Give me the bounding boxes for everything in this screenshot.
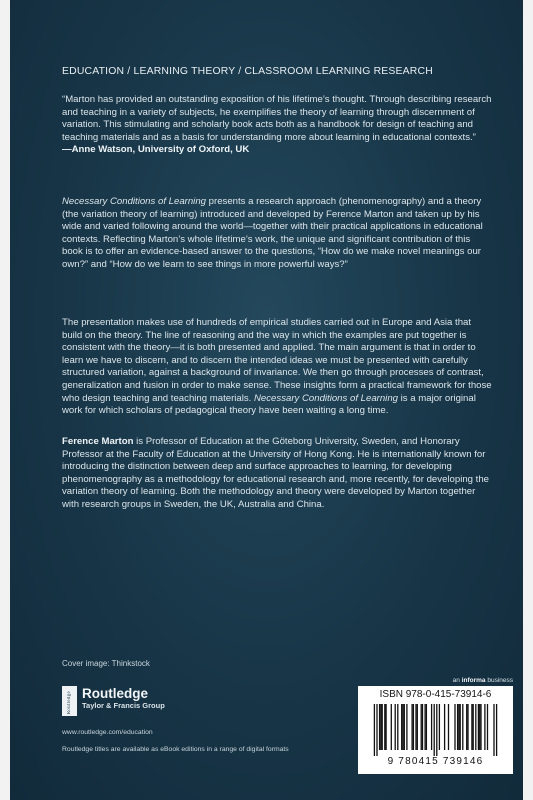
informa-brand: informa [461, 677, 486, 684]
barcode-bar [413, 704, 414, 750]
subject-category: EDUCATION / LEARNING THEORY / CLASSROOM LEARNING RESEARCH [62, 66, 433, 77]
barcode-bar [397, 704, 398, 750]
barcode-bar [385, 704, 386, 750]
isbn-barcode-box [358, 686, 513, 774]
barcode-bar [479, 704, 480, 750]
barcode-bar [421, 704, 422, 750]
barcode-bar [406, 704, 407, 750]
barcode-bar [439, 704, 440, 750]
barcode-bar [436, 704, 437, 756]
barcode-digits: 9 780415 739146 [387, 756, 484, 767]
barcode-bar [480, 704, 481, 750]
publisher-logo-block [62, 686, 165, 716]
description-paragraph-2-text: The presentation makes use of hundreds of empirical studies carried out in Europe and Asia that build on the theory. The line of reasoning and the way in which the examples are put together is consistent with the theory—it is both presented and applied. The main argument is that in order to learn we have to discern, and to discern the intended ideas we must be presented with carefully structured variation, against a background of invariance. We then go through processes of contrast, generalization and fusion in order to make sense. These insights form a practical framework for those who design teaching and teaching materials. [62, 317, 492, 404]
barcode-bar [460, 704, 461, 750]
barcode-bar [457, 704, 458, 750]
barcode-bar [454, 704, 455, 750]
publisher-group: Taylor & Francis Group [82, 701, 165, 710]
barcode-bar [382, 704, 383, 750]
barcode-bar [448, 704, 449, 750]
barcode-bar [376, 704, 377, 756]
barcode-bar [424, 704, 425, 750]
barcode-bar [467, 704, 468, 750]
barcode-bar [374, 704, 375, 756]
barcode-bar [431, 704, 432, 750]
book-title-italic: Necessary Conditions of Learning [62, 196, 206, 207]
author-bio-text: is Professor of Education at the Göteborg University, Sweden, and Honorary Professor at the Faculty of Education at the University of Hong Kong. He is internationally known for introducing the distinction between deep and surface approaches to learning, for developing phenomenography as a methodology for educational research and, more recently, for developing the variation theory of learning. Both the methodology and theory were developed by Marton together with research groups in Sweden, the UK, Australia and China. [62, 436, 490, 510]
publisher-text [82, 686, 165, 710]
isbn-label: ISBN 978-0-415-73914-6 [379, 689, 492, 700]
informa-business-label: an informa business [452, 677, 513, 684]
quote-attribution: —Anne Watson, University of Oxford, UK [62, 144, 250, 156]
barcode-bar [379, 704, 380, 750]
endorsement-quote [62, 94, 492, 157]
quote-text: “Marton has provided an outstanding exposition of his lifetime’s thought. Through describing research and teaching in a variety of subjects, he exemplifies the theory of learning through discernment of variation. This stimulating and scholarly book acts both as a handbook for design of teaching and teaching materials and as a basis for understanding more about learning in educational contexts.” [62, 94, 492, 143]
barcode-bar [434, 704, 435, 756]
publisher-name: Routledge [82, 686, 148, 701]
publisher-url: www.routledge.com/education [62, 729, 153, 736]
barcode-bar [466, 704, 467, 750]
description-paragraph-2 [62, 317, 492, 418]
barcode-bar [444, 704, 445, 750]
cover-image-credit: Cover image: Thinkstock [62, 659, 150, 668]
barcode-bar [417, 704, 418, 750]
book-title-italic: Necessary Conditions of Learning [254, 392, 398, 404]
barcode-bar [422, 704, 423, 750]
barcode-bar [487, 704, 488, 750]
description-paragraph-1-text: presents a research approach (phenomenography) and a theory (the variation theory of learning) introduced and developed by Ference Marton and taken up by his wide and varied following around the world—together with their practical applications in educational contexts. Reflecting Marton’s whole lifetime’s work, the unique and significant contribution of this book is to offer an evidence-based answer to the questions, “How do we make novel meanings our own?” and “How do we learn to see things in more powerful ways?” [62, 196, 483, 270]
barcode-bar [471, 704, 472, 750]
barcode-bar [458, 704, 459, 750]
barcode-bar [402, 704, 403, 750]
barcode-bar [415, 704, 416, 750]
description-paragraph-2-end: is a major original work for which scholars of pedagogical theory have been waiting a long time. [62, 392, 476, 417]
routledge-logo-icon: Routledge [62, 686, 77, 716]
barcode-bar [473, 704, 474, 750]
barcode-bar [496, 704, 497, 756]
barcode-bar [404, 704, 405, 750]
barcode-bar [475, 704, 476, 750]
author-bio [62, 436, 492, 512]
barcode-bar [484, 704, 485, 750]
barcode-bar [401, 704, 402, 750]
author-name: Ference Marton [62, 436, 134, 447]
barcode-bar [384, 704, 385, 750]
barcode-bar [426, 704, 427, 750]
ebook-availability-note: Routledge titles are available as eBook editions in a range of digital formats [62, 746, 289, 753]
left-page-edge [0, 0, 10, 800]
barcode-bar [462, 704, 463, 750]
right-page-edge [523, 0, 533, 800]
barcode-bar [493, 704, 494, 756]
barcode-icon [368, 704, 503, 756]
barcode-bar [411, 704, 412, 750]
barcode-bar [391, 704, 392, 750]
barcode-bar [380, 704, 381, 750]
description-paragraph-1 [62, 196, 492, 272]
barcode-bar [395, 704, 396, 750]
barcode-bar [478, 704, 479, 750]
